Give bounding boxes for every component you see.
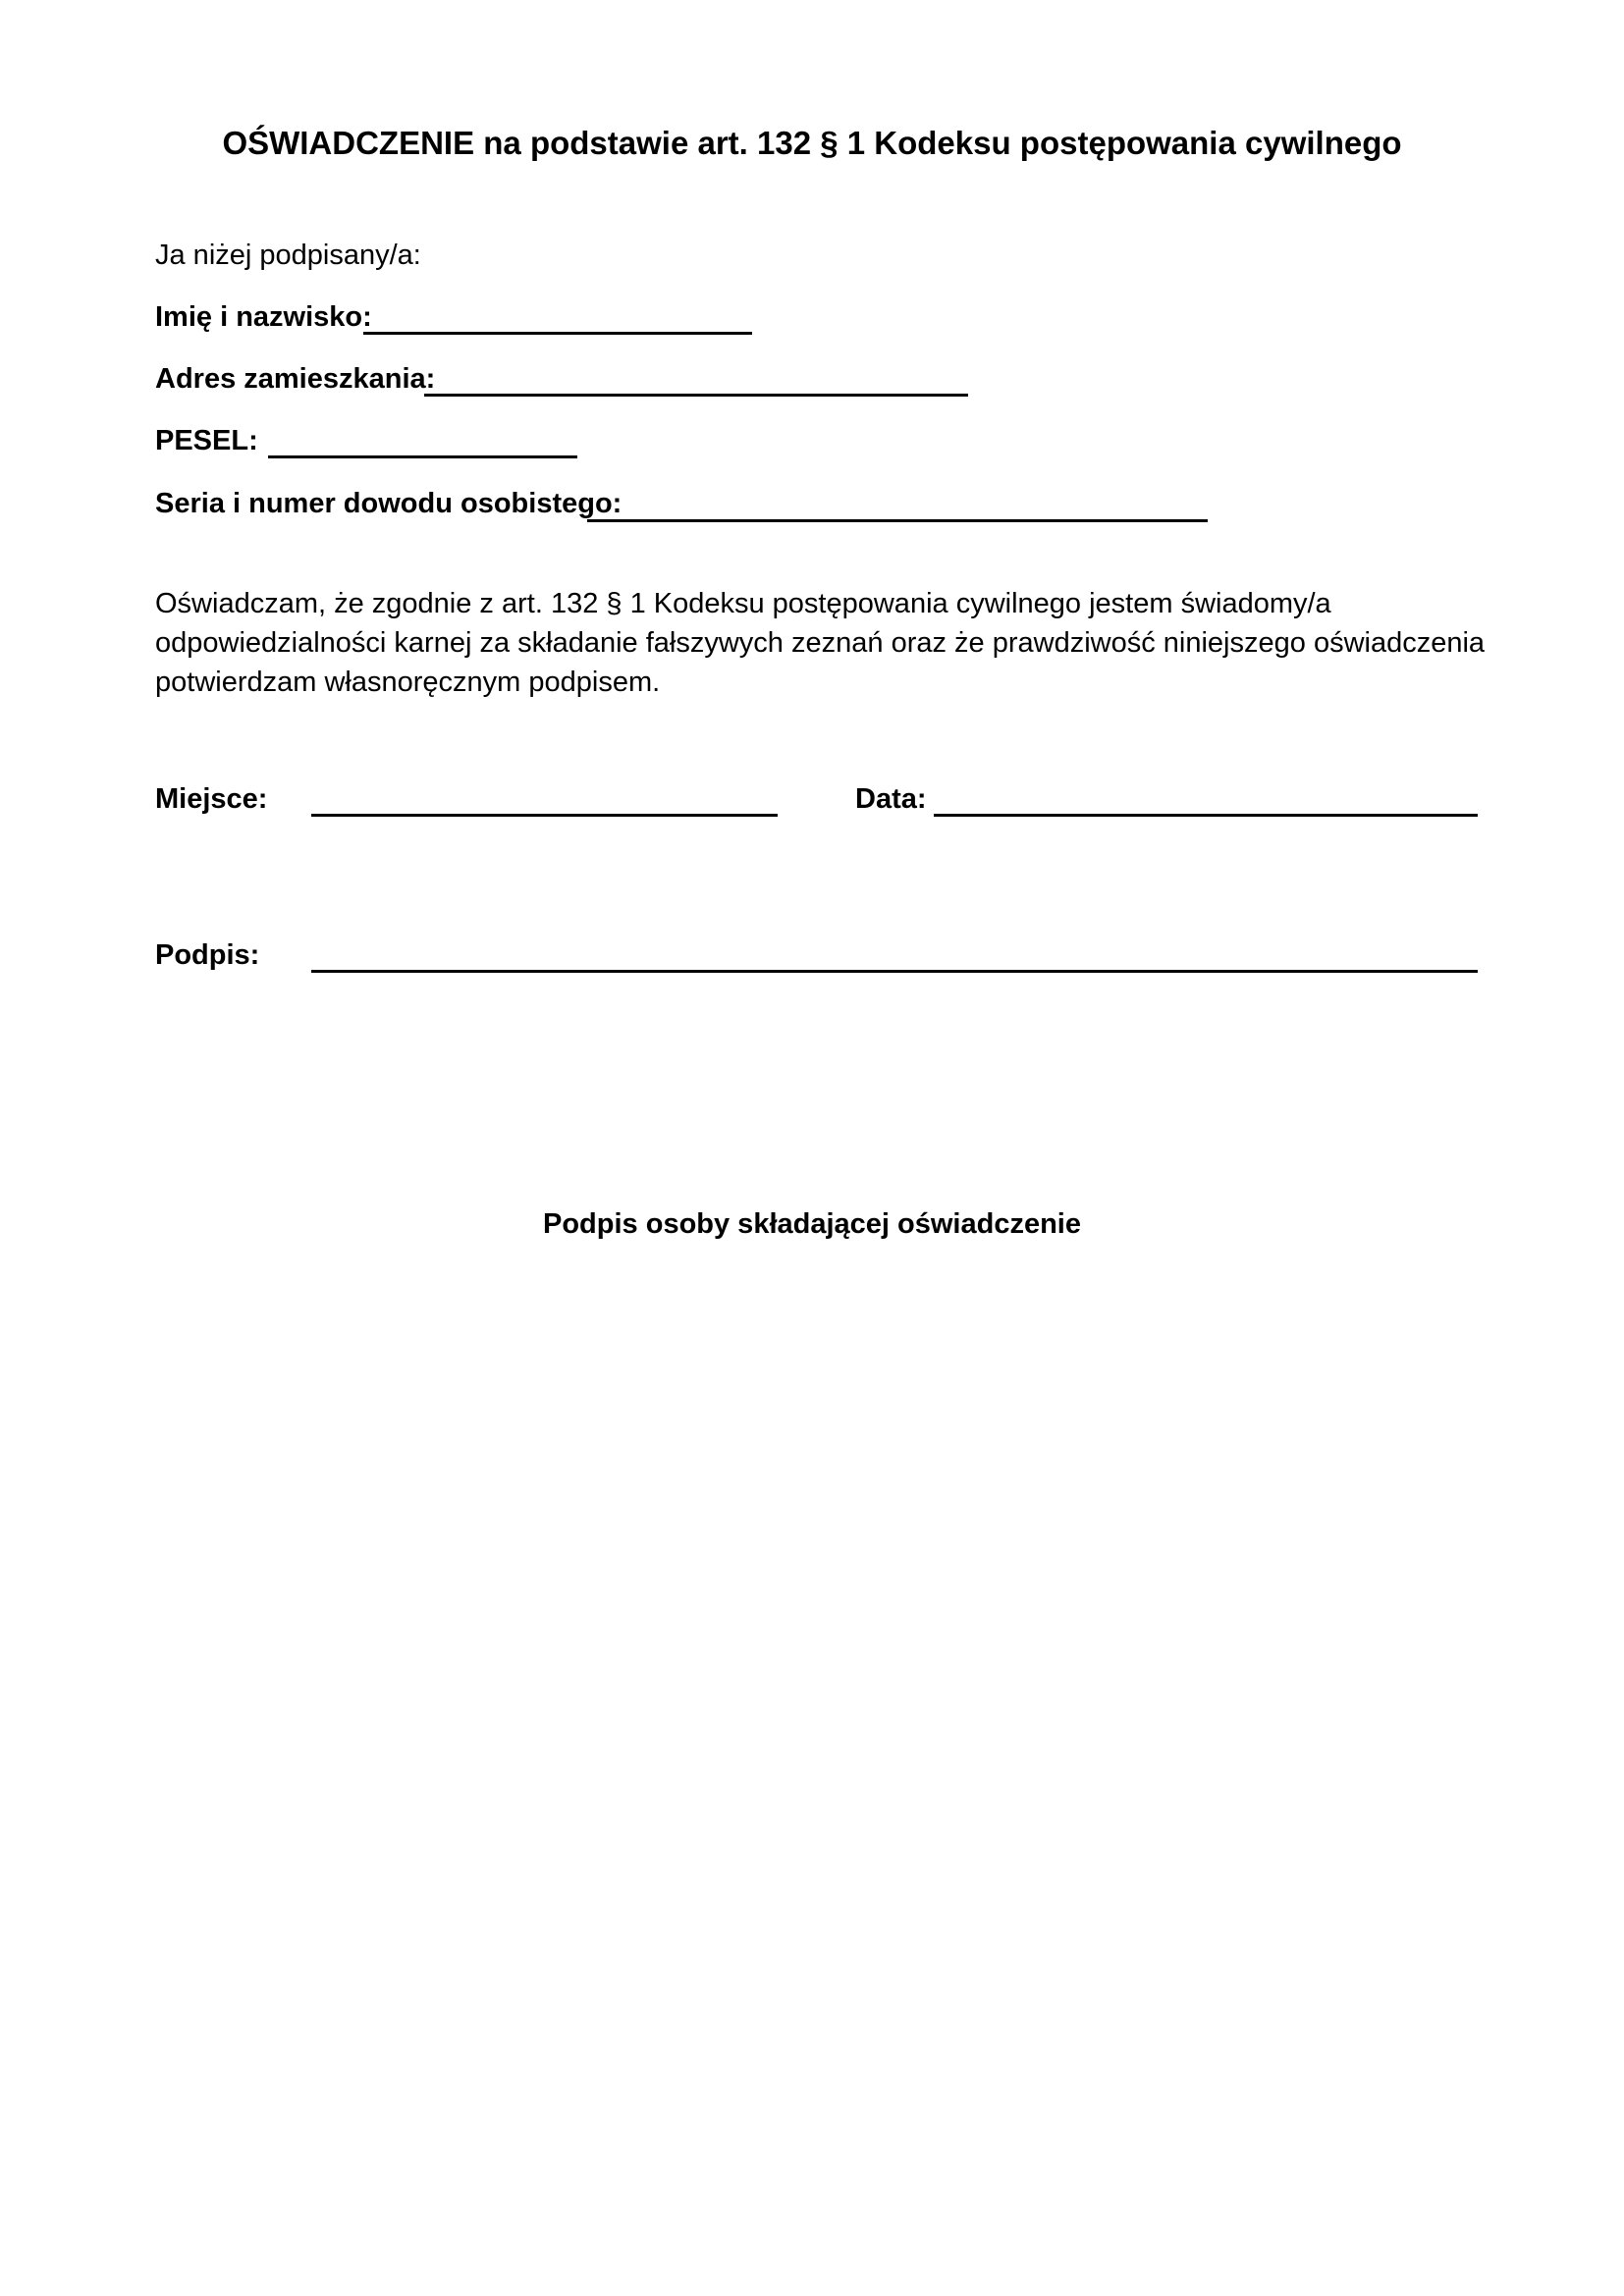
- document-title: OŚWIADCZENIE na podstawie art. 132 § 1 Kodeksu postępowania cywilnego: [222, 125, 1402, 161]
- statement-paragraph: [155, 584, 1490, 702]
- id-number-field-line[interactable]: [587, 519, 1208, 522]
- address-field-line[interactable]: [424, 394, 968, 397]
- signature-caption: Podpis osoby składającej oświadczenie: [543, 1208, 1081, 1240]
- name-field-line[interactable]: [363, 332, 752, 335]
- statement-line: potwierdzam własnoręcznym podpisem.: [155, 667, 661, 698]
- statement-line: Oświadczam, że zgodnie z art. 132 § 1 Kodeksu postępowania cywilnego jestem świadomy/a: [155, 588, 1331, 619]
- pesel-label: PESEL:: [155, 425, 258, 456]
- intro-text: Ja niżej podpisany/a:: [155, 240, 421, 271]
- date-field-line[interactable]: [934, 814, 1478, 817]
- signature-label: Podpis:: [155, 939, 260, 971]
- place-label: Miejsce:: [155, 783, 268, 815]
- id-number-label: Seria i numer dowodu osobistego:: [155, 488, 623, 519]
- place-field-line[interactable]: [311, 814, 778, 817]
- pesel-field-line[interactable]: [268, 455, 577, 458]
- statement-line: odpowiedzialności karnej za składanie fałszywych zeznań oraz że prawdziwość niniejszego oświadczenia: [155, 627, 1486, 659]
- address-label: Adres zamieszkania:: [155, 363, 436, 395]
- name-label: Imię i nazwisko:: [155, 301, 372, 333]
- date-label: Data:: [855, 783, 927, 815]
- signature-field-line[interactable]: [311, 970, 1478, 973]
